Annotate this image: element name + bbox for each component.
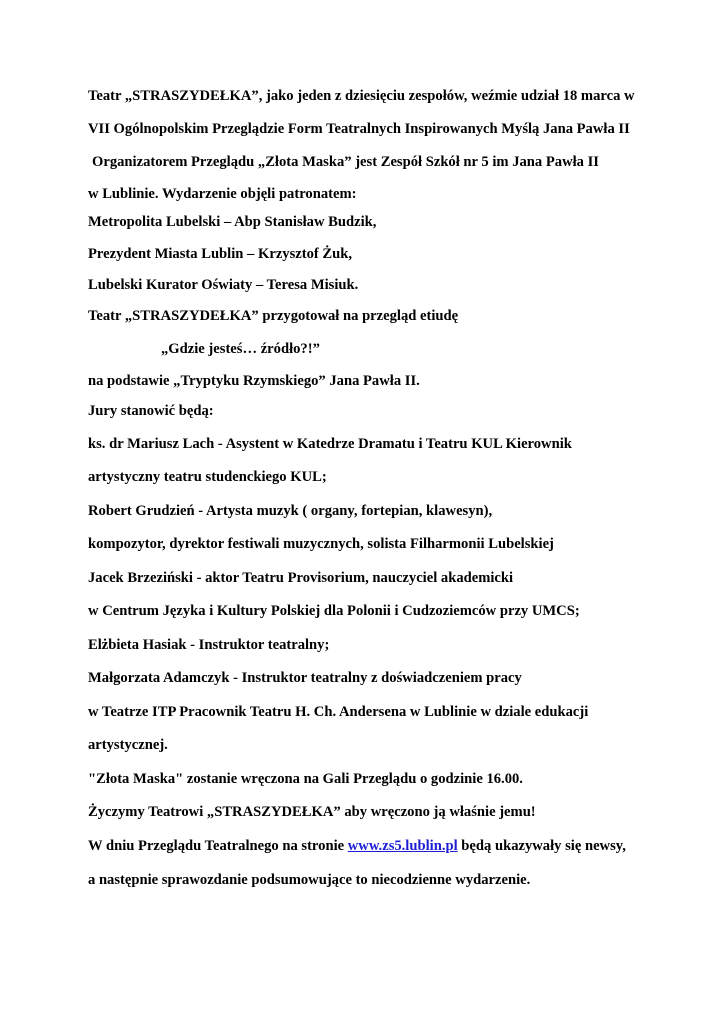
jury-line-1: ks. dr Mariusz Lach - Asystent w Katedrze Dramatu i Teatru KUL Kierownik bbox=[88, 436, 572, 452]
website-line-after: będą ukazywały się newsy, bbox=[457, 838, 626, 854]
text-line-etude: Teatr „STRASZYDEŁKA” przygotował na przegląd etiudę bbox=[88, 308, 459, 324]
wish-line: Życzymy Teatrowi „STRASZYDEŁKA” aby wręczono ją właśnie jemu! bbox=[88, 804, 536, 820]
jury-line-7: Elżbieta Hasiak - Instruktor teatralny; bbox=[88, 637, 330, 653]
patron-line-1: Metropolita Lubelski – Abp Stanisław Budzik, bbox=[88, 214, 377, 230]
text-line-3: Organizatorem Przeglądu „Złota Maska” jest Zespół Szkół nr 5 im Jana Pawła II bbox=[92, 154, 599, 170]
website-line-before: W dniu Przeglądu Teatralnego na stronie bbox=[88, 838, 348, 854]
jury-line-2: artystyczny teatru studenckiego KUL; bbox=[88, 469, 327, 485]
etude-title: „Gdzie jesteś… źródło?!” bbox=[161, 341, 320, 357]
patron-line-3: Lubelski Kurator Oświaty – Teresa Misiuk. bbox=[88, 277, 359, 293]
jury-heading: Jury stanowić będą: bbox=[88, 403, 214, 419]
jury-line-9: w Teatrze ITP Pracownik Teatru H. Ch. Andersena w Lublinie w dziale edukacji bbox=[88, 704, 589, 720]
jury-line-10: artystycznej. bbox=[88, 737, 168, 753]
text-line-2: VII Ogólnopolskim Przeglądzie Form Teatralnych Inspirowanych Myślą Jana Pawła II bbox=[88, 121, 630, 137]
gala-line: "Złota Maska" zostanie wręczona na Gali Przeglądu o godzinie 16.00. bbox=[88, 771, 523, 787]
text-line-1: Teatr „STRASZYDEŁKA”, jako jeden z dziesięciu zespołów, weźmie udział 18 marca w bbox=[88, 88, 635, 104]
jury-line-3: Robert Grudzień - Artysta muzyk ( organy, fortepian, klawesyn), bbox=[88, 503, 493, 519]
patron-line-2: Prezydent Miasta Lublin – Krzysztof Żuk, bbox=[88, 246, 353, 262]
closing-line: a następnie sprawozdanie podsumowujące to niecodzienne wydarzenie. bbox=[88, 872, 531, 888]
text-line-based-on: na podstawie „Tryptyku Rzymskiego” Jana Pawła II. bbox=[88, 373, 420, 389]
jury-line-4: kompozytor, dyrektor festiwali muzycznych, solista Filharmonii Lubelskiej bbox=[88, 536, 554, 552]
jury-line-5: Jacek Brzeziński - aktor Teatru Provisorium, nauczyciel akademicki bbox=[88, 570, 514, 586]
website-link[interactable]: www.zs5.lublin.pl bbox=[347, 838, 458, 854]
jury-line-6: w Centrum Języka i Kultury Polskiej dla Polonii i Cudzoziemców przy UMCS; bbox=[88, 603, 580, 619]
jury-line-8: Małgorzata Adamczyk - Instruktor teatralny z doświadczeniem pracy bbox=[88, 670, 522, 686]
text-line-4: w Lublinie. Wydarzenie objęli patronatem: bbox=[88, 186, 357, 202]
website-line bbox=[88, 837, 626, 855]
